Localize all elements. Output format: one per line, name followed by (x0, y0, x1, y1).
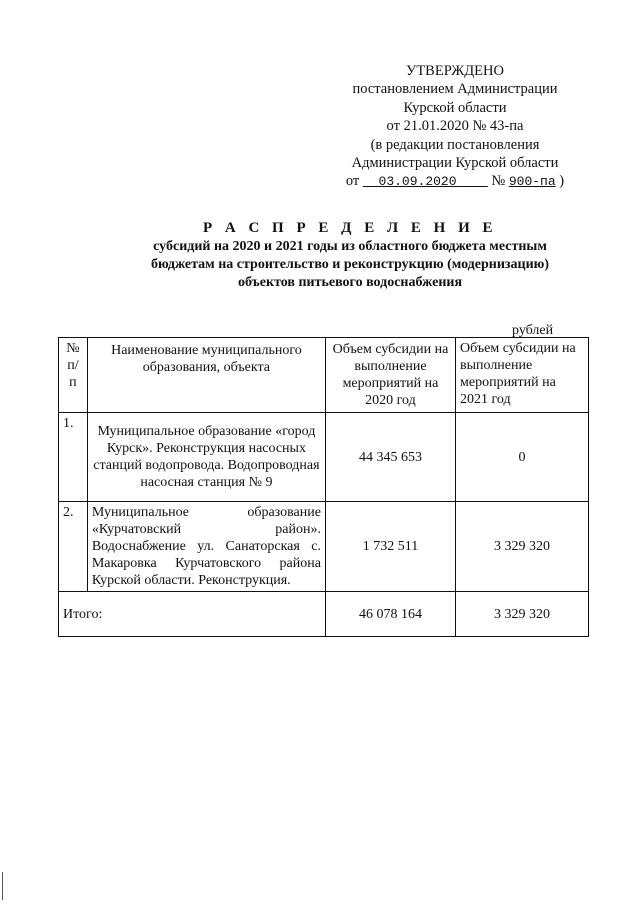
table-row (59, 502, 589, 592)
row-value-2021: 3 329 320 (456, 502, 589, 592)
approval-stamp (330, 62, 580, 192)
approval-line-3: от 21.01.2020 № 43-па (386, 118, 524, 135)
number-prefix: № (491, 173, 506, 190)
approval-line-4: (в редакции постановления (370, 136, 540, 153)
row-value-2021: 0 (456, 413, 589, 502)
row-num: 1. (59, 413, 88, 502)
total-value-2021: 3 329 320 (456, 592, 589, 637)
total-label: Итого: (59, 592, 326, 637)
date-prefix: от (345, 173, 360, 190)
document-title: Р А С П Р Е Д Е Л Е Н И Е (202, 220, 497, 236)
row-value-2020: 1 732 511 (325, 502, 455, 592)
header-name: Наименование муниципального образования, объекта (87, 338, 325, 413)
subtitle-line-1: субсидий на 2020 и 2021 годы из областного бюджета местным (153, 239, 547, 254)
row-name: Муниципальное образование «Курчатовский район». Водоснабжение ул. Санаторская с. Макаровка Курчатовского района Курской области. Реконструкция. (87, 502, 325, 592)
approval-date-line (330, 172, 580, 191)
closing-paren: ) (559, 173, 565, 190)
document-heading (80, 218, 620, 292)
header-2021: Объем субсидии на выполнение мероприятий на 2021 год (456, 338, 589, 413)
number-value: 900-па (508, 174, 556, 190)
units-label: рублей (512, 323, 554, 338)
scan-edge-mark (2, 872, 3, 900)
total-value-2020: 46 078 164 (325, 592, 455, 637)
table-row (59, 413, 589, 502)
row-value-2020: 44 345 653 (325, 413, 455, 502)
header-num: № п/ п (59, 338, 88, 413)
subtitle-line-2: бюджетам на строительство и реконструкцию (модернизацию) (150, 257, 550, 272)
table-header-row (59, 338, 589, 413)
approval-line-5: Администрации Курской области (351, 155, 559, 172)
header-2020: Объем субсидии на выполнение мероприятий на 2020 год (325, 338, 455, 413)
approval-line-1: постановлением Администрации (352, 81, 558, 98)
table-total-row (59, 592, 589, 637)
subtitle-line-3: объектов питьевого водоснабжения (237, 275, 463, 290)
row-num: 2. (59, 502, 88, 592)
distribution-table (58, 337, 589, 637)
approval-title: УТВЕРЖДЕНО (406, 63, 504, 79)
row-name: Муниципальное образование «город Курск». Реконструкция насосных станций водопровода. Водопроводная насосная станция № 9 (87, 413, 325, 502)
approval-line-2: Курской области (403, 99, 507, 116)
date-value: 03.09.2020 (378, 174, 457, 190)
